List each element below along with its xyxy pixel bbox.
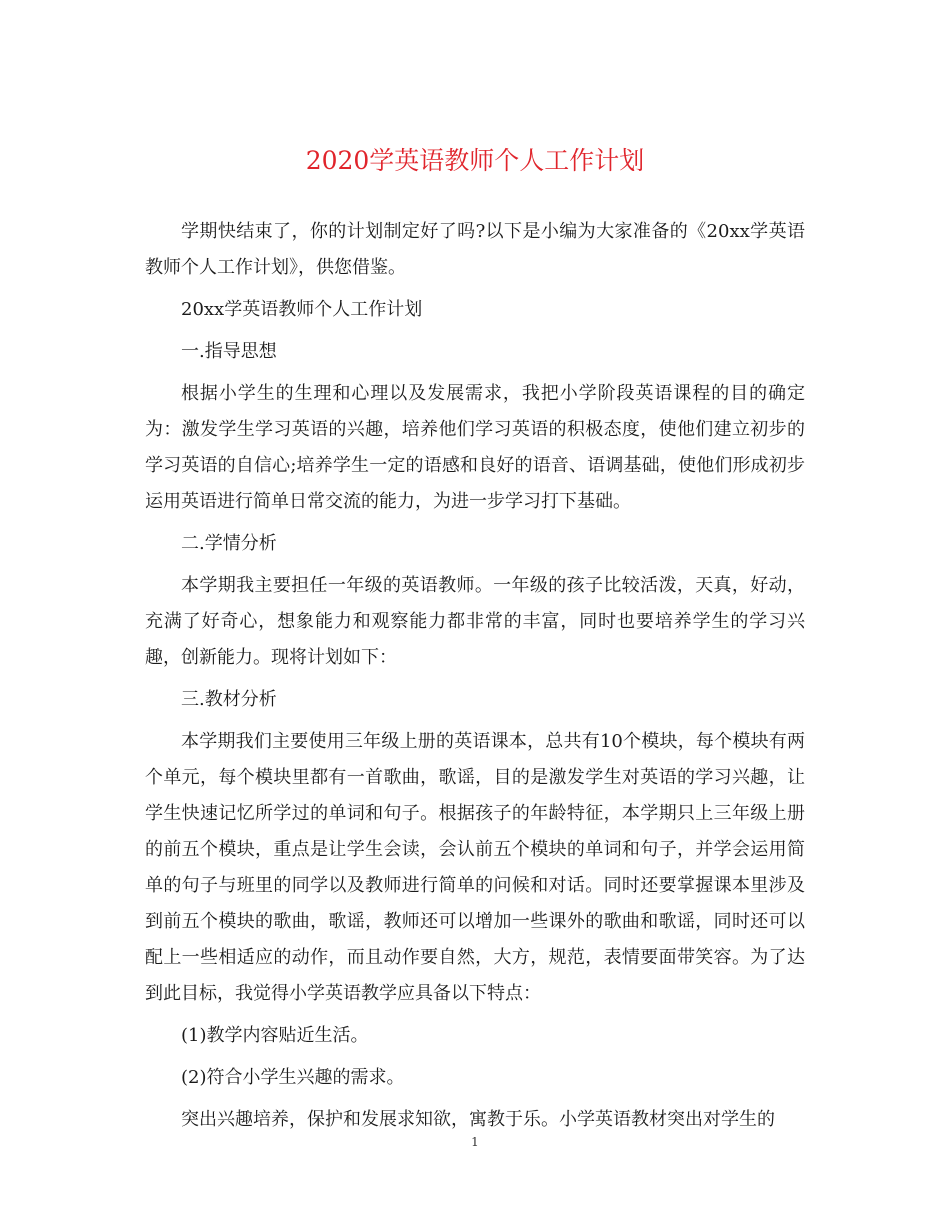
page-number: 1: [471, 1135, 479, 1149]
intro-paragraph: 学期快结束了，你的计划制定好了吗?以下是小编为大家准备的《20xx学英语教师个人工作计划》，供您借鉴。: [145, 221, 805, 278]
document-title: 2020学英语教师个人工作计划: [305, 146, 645, 175]
section-heading-guiding-thought: 一.指导思想: [181, 341, 277, 362]
section-heading-textbook-analysis: 三.教材分析: [181, 689, 277, 710]
subtitle-paragraph: 20xx学英语教师个人工作计划: [181, 299, 423, 320]
list-item-1: (1)教学内容贴近生活。: [181, 1025, 369, 1046]
section-heading-student-analysis: 二.学情分析: [181, 533, 277, 554]
paragraph-interest-training: 突出兴趣培养，保护和发展求知欲，寓教于乐。小学英语教材突出对学生的: [181, 1109, 775, 1130]
paragraph-student-analysis: 本学期我主要担任一年级的英语教师。一年级的孩子比较活泼，天真，好动，充满了好奇心，想象能力和观察能力都非常的丰富，同时也要培养学生的学习兴趣，创新能力。现将计划如下：: [145, 575, 805, 668]
document-body: [145, 214, 805, 1144]
paragraph-guiding-thought: 根据小学生的生理和心理以及发展需求，我把小学阶段英语课程的目的确定为：激发学生学习英语的兴趣，培养他们学习英语的积极态度，使他们建立初步的学习英语的自信心;培养学生一定的语感和良好的语音、语调基础，使他们形成初步运用英语进行简单日常交流的能力，为进一步学习打下基础。: [145, 383, 805, 512]
list-item-2: (2)符合小学生兴趣的需求。: [181, 1067, 405, 1088]
paragraph-textbook-analysis: 本学期我们主要使用三年级上册的英语课本，总共有10个模块，每个模块有两个单元，每个模块里都有一首歌曲，歌谣，目的是激发学生对英语的学习兴趣，让学生快速记忆所学过的单词和句子。根据孩子的年龄特征，本学期只上三年级上册的前五个模块，重点是让学生会读，会认前五个模块的单词和句子，并学会运用简单的句子与班里的同学以及教师进行简单的问候和对话。同时还要掌握课本里涉及到前五个模块的歌曲，歌谣，教师还可以增加一些课外的歌曲和歌谣，同时还可以配上一些相适应的动作，而且动作要自然，大方，规范，表情要面带笑容。为了达到此目标，我觉得小学英语教学应具备以下特点：: [145, 731, 805, 1004]
